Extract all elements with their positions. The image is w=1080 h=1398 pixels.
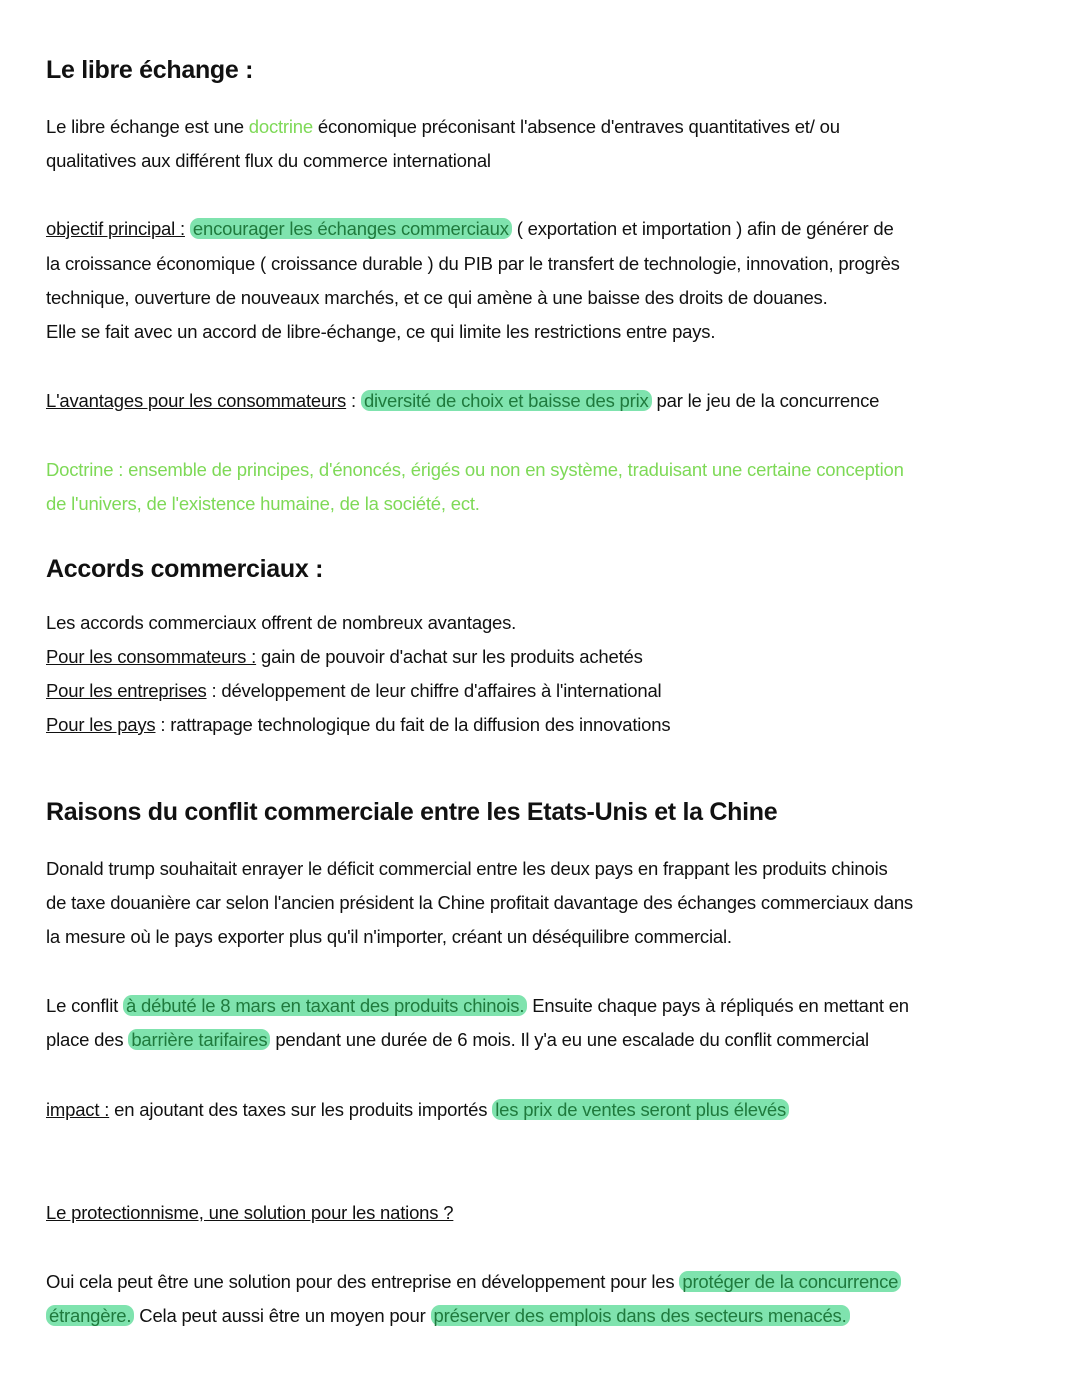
conflit-line-2: de taxe douanière car selon l'ancien président la Chine profitait davantage des échanges commerciaux dans	[46, 892, 913, 913]
objective-line-1	[46, 216, 894, 242]
answer-line-2	[46, 1303, 850, 1329]
highlight: à débuté le 8 mars en taxant des produits chinois.	[123, 995, 527, 1016]
text: économique préconisant l'absence d'entraves quantitatives et/ ou	[312, 116, 840, 137]
impact-line	[46, 1097, 789, 1123]
objective-line-4: Elle se fait avec un accord de libre-échange, ce qui limite les restrictions entre pays.	[46, 321, 716, 342]
doctrine-term: doctrine	[248, 116, 313, 137]
answer-line-1	[46, 1269, 901, 1295]
advantages-line	[46, 388, 879, 414]
highlight: encourager les échanges commerciaux	[190, 218, 512, 239]
text: en ajoutant des taxes sur les produits importés	[109, 1099, 493, 1120]
text: Le conflit	[46, 995, 123, 1016]
heading-accords: Accords commerciaux :	[46, 555, 324, 583]
highlight: étrangère.	[46, 1305, 134, 1326]
definition-line-1	[46, 114, 840, 140]
heading-libre-echange: Le libre échange :	[46, 56, 254, 84]
highlight: diversité de choix et baisse des prix	[361, 390, 652, 411]
advantages-label: L'avantages pour les consommateurs	[46, 390, 347, 411]
impact-label: impact :	[46, 1099, 110, 1120]
accords-intro: Les accords commerciaux offrent de nombreux avantages.	[46, 612, 517, 633]
accords-item	[46, 712, 670, 738]
highlight: les prix de ventes seront plus élevés	[492, 1099, 789, 1120]
item-text: : rattrapage technologique du fait de la diffusion des innovations	[155, 714, 671, 735]
item-text: gain de pouvoir d'achat sur les produits achetés	[256, 646, 643, 667]
item-label: Pour les consommateurs :	[46, 646, 257, 667]
accords-item	[46, 644, 643, 670]
text: pendant une durée de 6 mois. Il y'a eu une escalade du conflit commercial	[270, 1029, 869, 1050]
highlight: barrière tarifaires	[128, 1029, 270, 1050]
text: Cela peut aussi être un moyen pour	[134, 1305, 431, 1326]
conflit-start-line-2	[46, 1027, 869, 1053]
doctrine-definition-1: Doctrine : ensemble de principes, d'énoncés, érigés ou non en système, traduisant une certaine conception	[46, 459, 904, 480]
definition-line-2: qualitatives aux différent flux du commerce international	[46, 150, 491, 171]
item-text: : développement de leur chiffre d'affaires à l'international	[206, 680, 662, 701]
objective-line-3: technique, ouverture de nouveaux marchés, et ce qui amène à une baisse des droits de douanes.	[46, 287, 828, 308]
heading-conflit: Raisons du conflit commerciale entre les Etats-Unis et la Chine	[46, 798, 778, 826]
text: place des	[46, 1029, 129, 1050]
doctrine-definition-2: de l'univers, de l'existence humaine, de la société, ect.	[46, 493, 480, 514]
conflit-start-line-1	[46, 993, 909, 1019]
highlight: préserver des emplois dans des secteurs menacés.	[431, 1305, 850, 1326]
text: ( exportation et importation ) afin de générer de	[511, 218, 894, 239]
text: :	[346, 390, 361, 411]
conflit-line-3: la mesure où le pays exporter plus qu'il n'importer, créant un déséquilibre commercial.	[46, 926, 732, 947]
text: par le jeu de la concurrence	[651, 390, 880, 411]
accords-item	[46, 678, 661, 704]
objective-line-2: la croissance économique ( croissance durable ) du PIB par le transfert de technologie, innovation, progrès	[46, 253, 900, 274]
text: Ensuite chaque pays à répliqués en mettant en	[527, 995, 909, 1016]
highlight: protéger de la concurrence	[679, 1271, 901, 1292]
objective-label: objectif principal :	[46, 218, 185, 239]
text: Oui cela peut être une solution pour des entreprise en développement pour les	[46, 1271, 680, 1292]
item-label: Pour les pays	[46, 714, 156, 735]
conflit-line-1: Donald trump souhaitait enrayer le déficit commercial entre les deux pays en frappant les produits chinois	[46, 858, 888, 879]
protectionnisme-question: Le protectionnisme, une solution pour les nations ?	[46, 1202, 454, 1223]
text: Le libre échange est une	[46, 116, 249, 137]
item-label: Pour les entreprises	[46, 680, 207, 701]
